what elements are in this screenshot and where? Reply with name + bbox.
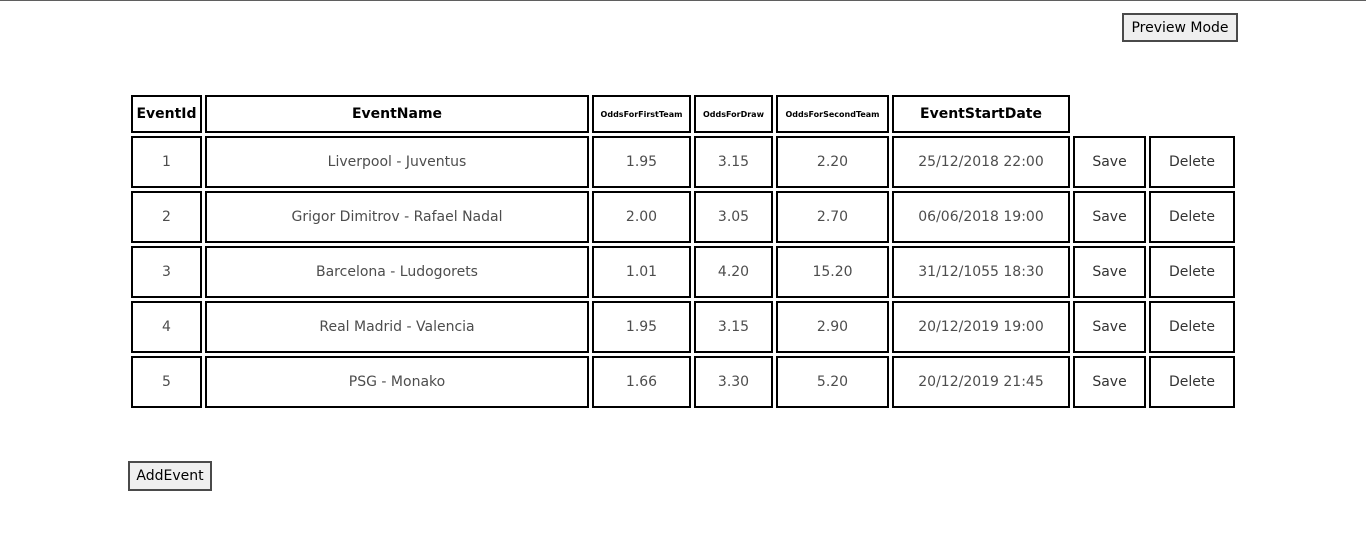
add-event-button[interactable]: AddEvent	[128, 461, 212, 491]
save-button[interactable]: Save	[1073, 191, 1146, 243]
cell-odds-first-team: 1.95	[592, 136, 691, 188]
delete-button[interactable]: Delete	[1149, 246, 1235, 298]
cell-event-name: Barcelona - Ludogorets	[205, 246, 589, 298]
preview-mode-button[interactable]: Preview Mode	[1122, 13, 1238, 42]
cell-odds-second-team: 5.20	[776, 356, 889, 408]
cell-odds-draw: 3.05	[694, 191, 773, 243]
cell-odds-second-team: 15.20	[776, 246, 889, 298]
cell-odds-first-team: 1.01	[592, 246, 691, 298]
cell-event-start-date: 06/06/2018 19:00	[892, 191, 1070, 243]
cell-event-name: Grigor Dimitrov - Rafael Nadal	[205, 191, 589, 243]
header-odds-second-team: OddsForSecondTeam	[776, 95, 889, 133]
cell-event-name: PSG - Monako	[205, 356, 589, 408]
cell-odds-second-team: 2.70	[776, 191, 889, 243]
cell-event-id: 5	[131, 356, 202, 408]
delete-button[interactable]: Delete	[1149, 301, 1235, 353]
cell-event-id: 4	[131, 301, 202, 353]
save-button[interactable]: Save	[1073, 136, 1146, 188]
cell-event-name: Real Madrid - Valencia	[205, 301, 589, 353]
save-button[interactable]: Save	[1073, 356, 1146, 408]
header-event-name: EventName	[205, 95, 589, 133]
delete-button[interactable]: Delete	[1149, 136, 1235, 188]
cell-event-id: 2	[131, 191, 202, 243]
header-event-id: EventId	[131, 95, 202, 133]
cell-event-start-date: 25/12/2018 22:00	[892, 136, 1070, 188]
cell-odds-draw: 3.15	[694, 301, 773, 353]
cell-event-name: Liverpool - Juventus	[205, 136, 589, 188]
cell-odds-second-team: 2.20	[776, 136, 889, 188]
top-border	[0, 0, 1366, 1]
cell-event-start-date: 20/12/2019 19:00	[892, 301, 1070, 353]
cell-odds-first-team: 1.66	[592, 356, 691, 408]
cell-odds-draw: 3.30	[694, 356, 773, 408]
delete-button[interactable]: Delete	[1149, 191, 1235, 243]
header-odds-draw: OddsForDraw	[694, 95, 773, 133]
cell-odds-first-team: 1.95	[592, 301, 691, 353]
save-button[interactable]: Save	[1073, 246, 1146, 298]
header-event-start-date: EventStartDate	[892, 95, 1070, 133]
delete-button[interactable]: Delete	[1149, 356, 1235, 408]
cell-odds-second-team: 2.90	[776, 301, 889, 353]
cell-odds-draw: 3.15	[694, 136, 773, 188]
cell-odds-first-team: 2.00	[592, 191, 691, 243]
save-button[interactable]: Save	[1073, 301, 1146, 353]
cell-event-start-date: 31/12/1055 18:30	[892, 246, 1070, 298]
cell-event-id: 3	[131, 246, 202, 298]
cell-event-id: 1	[131, 136, 202, 188]
cell-event-start-date: 20/12/2019 21:45	[892, 356, 1070, 408]
header-odds-first-team: OddsForFirstTeam	[592, 95, 691, 133]
cell-odds-draw: 4.20	[694, 246, 773, 298]
